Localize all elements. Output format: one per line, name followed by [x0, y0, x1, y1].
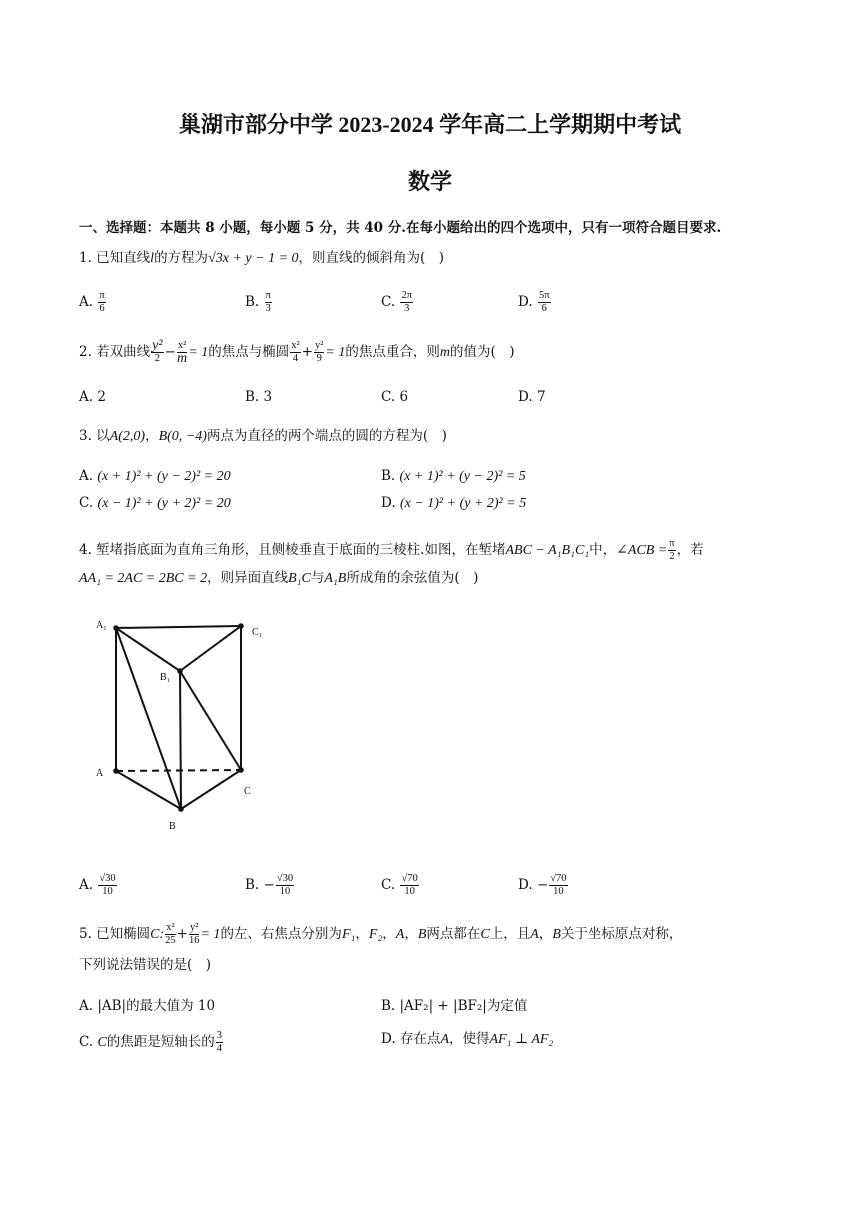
vertex-a1: [113, 625, 119, 631]
q5-option-a: A. |AB|的最大值为 10: [79, 998, 216, 1014]
edge-a-b: [116, 771, 181, 809]
edge-b1-b: [180, 671, 181, 809]
question-5-line-1: 5. 已知椭圆C: $\frac{\text{x²}}{25}$ + $\frac{\text{y²}}{16}$ = 1的左、右焦点分别为F₁，F₂，A，B两点都在C上，且A，B关于坐标原点对称，: [79, 922, 683, 946]
edge-a1-c1: [116, 626, 241, 628]
question-2: 2. 若双曲线 $\frac{\text{y²}}{2}$ − $\frac{\text{x²}}{m}$ = 1的焦点与椭圆 $\frac{\text{x²}}{4}$ + $\frac{\text{y²}}{9}$ = 1的焦点重合，则m的值为( ): [79, 338, 515, 366]
label-b: B: [169, 821, 176, 832]
edge-a1-b1: [116, 628, 180, 671]
label-b1: B₁: [160, 672, 171, 683]
exam-title: 巢湖市部分中学 2023-2024 学年高二上学期期中考试: [178, 112, 682, 137]
vertex-b: [178, 806, 184, 812]
q5-option-b: B. |AF₂| + |BF₂|为定值: [381, 998, 528, 1014]
q1-text-end: ，则直线的倾斜角为( ): [298, 250, 445, 266]
q1-option-a: A. $\frac{\pi}{6}$: [79, 290, 105, 314]
q1-text: 1. 已知直线: [79, 250, 151, 266]
q2-option-a: A. 2: [79, 389, 106, 405]
edge-a1-b: [116, 628, 181, 809]
q4-option-d: D. − $\frac{√70}{10}$: [518, 873, 567, 897]
label-c: C: [244, 786, 251, 797]
question-4-line-1: 4. 堑堵指底面为直角三角形，且侧棱垂直于底面的三棱柱.如图，在堑堵ABC − A₁B₁C₁中，∠ACB = $\frac{\pi}{2}$ ，若: [79, 538, 704, 562]
q3-option-a: A. (x + 1)² + (y − 2)² = 20: [79, 468, 231, 484]
q1-option-d: D. $\frac{5\pi}{6}$: [518, 290, 550, 314]
section-heading: 一、选择题：本题共 8 小题，每小题 5 分，共 40 分.在每小题给出的四个选项中，只有一项符合题目要求.: [79, 220, 722, 236]
question-4-line-2: AA₁ = 2AC = 2BC = 2，则异面直线B₁C与A₁B所成角的余弦值为( ): [79, 570, 479, 586]
q4-option-c: C. $\frac{√70}{10}$: [381, 873, 418, 897]
edge-b1-c1: [180, 626, 241, 671]
q3-option-c: C. (x − 1)² + (y + 2)² = 20: [79, 495, 231, 511]
question-5-line-2: 下列说法错误的是( ): [79, 957, 212, 973]
q2-option-d: D. 7: [518, 389, 546, 405]
edge-b-c: [181, 770, 241, 809]
q4-option-b: B. − $\frac{√30}{10}$: [245, 873, 294, 897]
q5-option-c: C. C的焦距是短轴长的 $\frac{3}{4}$: [79, 1030, 223, 1054]
q3-option-b: B. (x + 1)² + (y − 2)² = 5: [381, 468, 526, 484]
q4-option-a: A. $\frac{√30}{10}$: [79, 873, 116, 897]
q1-equation: √3x + y − 1 = 0: [208, 251, 299, 266]
q1-option-b: B. $\frac{\pi}{3}$: [245, 290, 271, 314]
q1-text-mid: 的方程为: [154, 250, 209, 266]
vertex-a: [113, 768, 119, 774]
q3-option-d: D. (x − 1)² + (y + 2)² = 5: [381, 495, 527, 511]
question-3: 3. 以A(2,0)，B(0, −4)两点为直径的两个端点的圆的方程为( ): [79, 428, 447, 444]
q1-line-var: l: [150, 251, 155, 266]
edge-b1-c: [180, 671, 241, 770]
vertex-c1: [238, 623, 244, 629]
vertex-b1: [177, 668, 183, 674]
label-a1: A₁: [96, 620, 107, 631]
prism-figure: [80, 605, 280, 835]
q5-option-d: D. 存在点A，使得AF₁ ⊥ AF₂: [381, 1031, 554, 1047]
question-1: [79, 252, 444, 266]
q2-option-b: B. 3: [245, 389, 273, 405]
vertex-c: [238, 767, 244, 773]
edge-a-c-hidden: [116, 770, 241, 771]
q1-option-c: C. $\frac{2\pi}{3}$: [381, 290, 412, 314]
label-c1: C₁: [252, 627, 263, 638]
exam-subject: 数学: [407, 169, 452, 194]
q2-option-c: C. 6: [381, 389, 409, 405]
label-a: A: [96, 768, 104, 779]
